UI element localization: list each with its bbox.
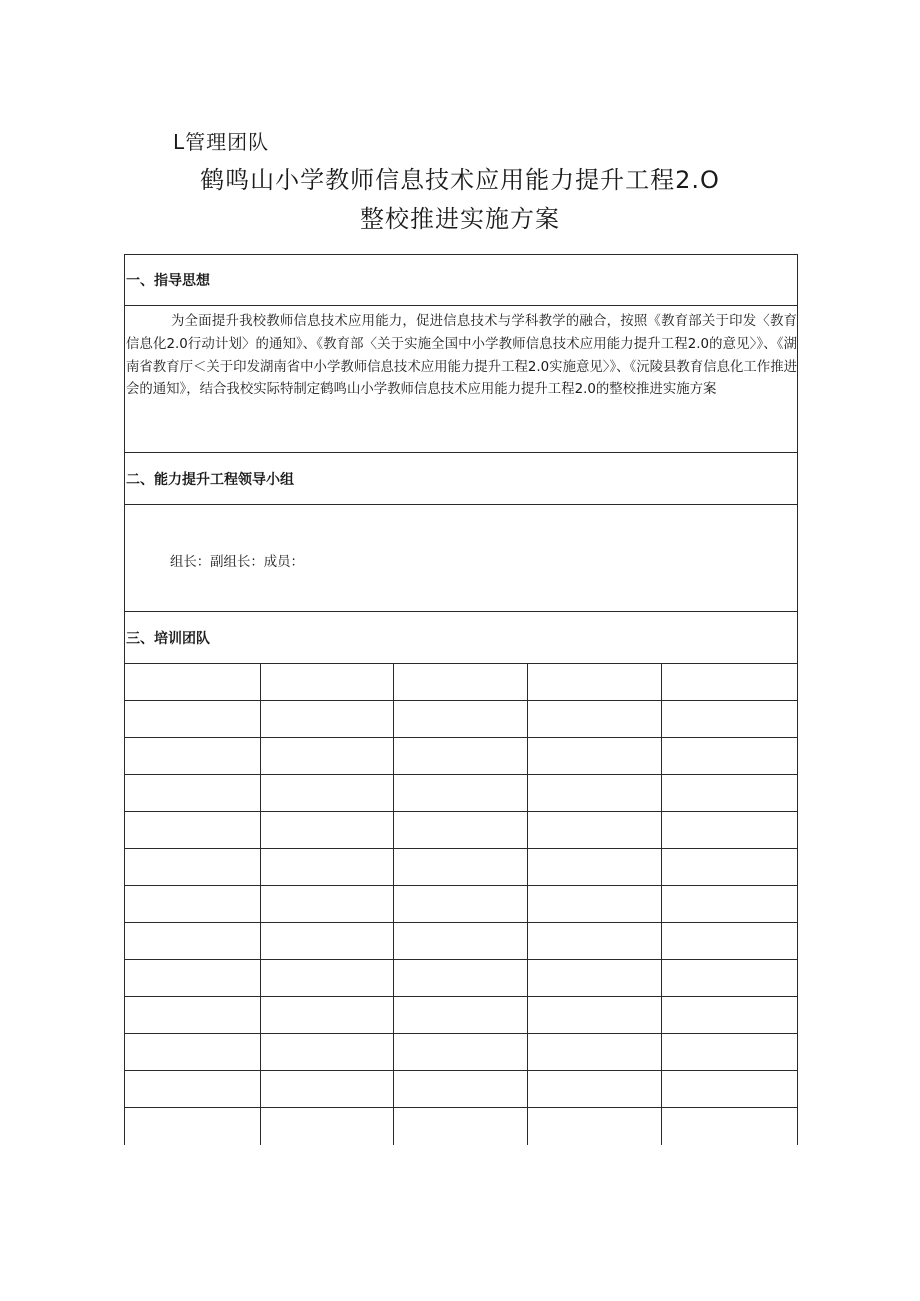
guiding-heading: 一、指导思想 [125, 255, 797, 306]
table-cell [393, 701, 527, 738]
table-cell [527, 1108, 661, 1146]
table-row [125, 1071, 797, 1108]
table-cell [393, 664, 527, 701]
table-cell [527, 1071, 661, 1108]
table-cell [661, 1071, 797, 1108]
document-subtitle: 整校推进实施方案 [360, 205, 560, 233]
table-cell [260, 738, 393, 775]
table-cell [527, 664, 661, 701]
table-cell [125, 1071, 260, 1108]
table-cell [393, 812, 527, 849]
table-cell [260, 775, 393, 812]
table-row [125, 849, 797, 886]
table-cell [260, 812, 393, 849]
table-cell [260, 886, 393, 923]
document-title: 鹤鸣山小学教师信息技术应用能力提升工程2.O [200, 166, 720, 194]
table-cell [125, 812, 260, 849]
table-cell [661, 812, 797, 849]
table-cell [661, 775, 797, 812]
table-row [125, 738, 797, 775]
table-cell [661, 960, 797, 997]
table-cell [527, 923, 661, 960]
table-cell [527, 849, 661, 886]
table-cell [393, 923, 527, 960]
table-cell [661, 738, 797, 775]
table-cell [661, 923, 797, 960]
table-cell [661, 1034, 797, 1071]
table-row [125, 886, 797, 923]
table-cell [125, 1108, 260, 1146]
table-cell [260, 1034, 393, 1071]
table-cell [393, 1108, 527, 1146]
leadership-heading: 二、能力提升工程领导小组 [125, 453, 797, 505]
table-cell [125, 849, 260, 886]
table-cell [125, 1034, 260, 1071]
table-cell [527, 738, 661, 775]
table-cell [393, 886, 527, 923]
table-cell [260, 701, 393, 738]
table-cell [260, 664, 393, 701]
table-cell [527, 886, 661, 923]
table-cell [393, 960, 527, 997]
table-cell [661, 701, 797, 738]
table-cell [661, 997, 797, 1034]
table-cell [393, 738, 527, 775]
table-cell [125, 701, 260, 738]
leadership-text: 组长：副组长：成员： [170, 555, 304, 570]
table-cell [527, 960, 661, 997]
table-cell [260, 923, 393, 960]
table-cell [260, 1108, 393, 1146]
table-cell [125, 997, 260, 1034]
table-cell [260, 1071, 393, 1108]
table-cell [260, 960, 393, 997]
table-cell [393, 1071, 527, 1108]
table-cell [125, 923, 260, 960]
table-row [125, 701, 797, 738]
table-row [125, 1034, 797, 1071]
table-cell [661, 664, 797, 701]
table-cell [125, 960, 260, 997]
table-row [125, 812, 797, 849]
table-cell [125, 775, 260, 812]
table-row [125, 960, 797, 997]
table-row [125, 997, 797, 1034]
guiding-text: 为全面提升我校教师信息技术应用能力，促进信息技术与学科教学的融合，按照《教育部关于印发〈教育信息化2.0行动计划〉的通知》、《教育部〈关于实施全国中小学教师信息技术应用能力提升工程2.0的意见〉》、《湖南省教育厅＜关于印发湖南省中小学教师信息技术应用能力提升工程2.0实施意见〉》、《沅陵县教育信息化工作推进会的通知》，结合我校实际特制定鹤鸣山小学教师信息技术应用能力提升工程2.0的整校推进实施方案 [125, 306, 797, 453]
table-cell [125, 738, 260, 775]
table-cell [527, 701, 661, 738]
table-cell [661, 849, 797, 886]
table-row [125, 923, 797, 960]
table-cell [661, 1108, 797, 1146]
training-table [125, 664, 797, 1145]
table-cell [527, 812, 661, 849]
table-cell [393, 775, 527, 812]
section-label: L管理团队 [173, 130, 270, 154]
table-cell [527, 997, 661, 1034]
plan-form [124, 254, 798, 1145]
leadership-cell [125, 505, 797, 612]
table-cell [661, 886, 797, 923]
table-cell [260, 997, 393, 1034]
table-cell [260, 849, 393, 886]
table-cell [393, 849, 527, 886]
table-cell [527, 1034, 661, 1071]
table-row [125, 775, 797, 812]
table-cell [393, 1034, 527, 1071]
table-cell [393, 997, 527, 1034]
table-cell [527, 775, 661, 812]
training-heading: 三、培训团队 [125, 612, 797, 664]
table-cell [125, 886, 260, 923]
table-cell [125, 664, 260, 701]
table-row [125, 1108, 797, 1146]
table-row [125, 664, 797, 701]
